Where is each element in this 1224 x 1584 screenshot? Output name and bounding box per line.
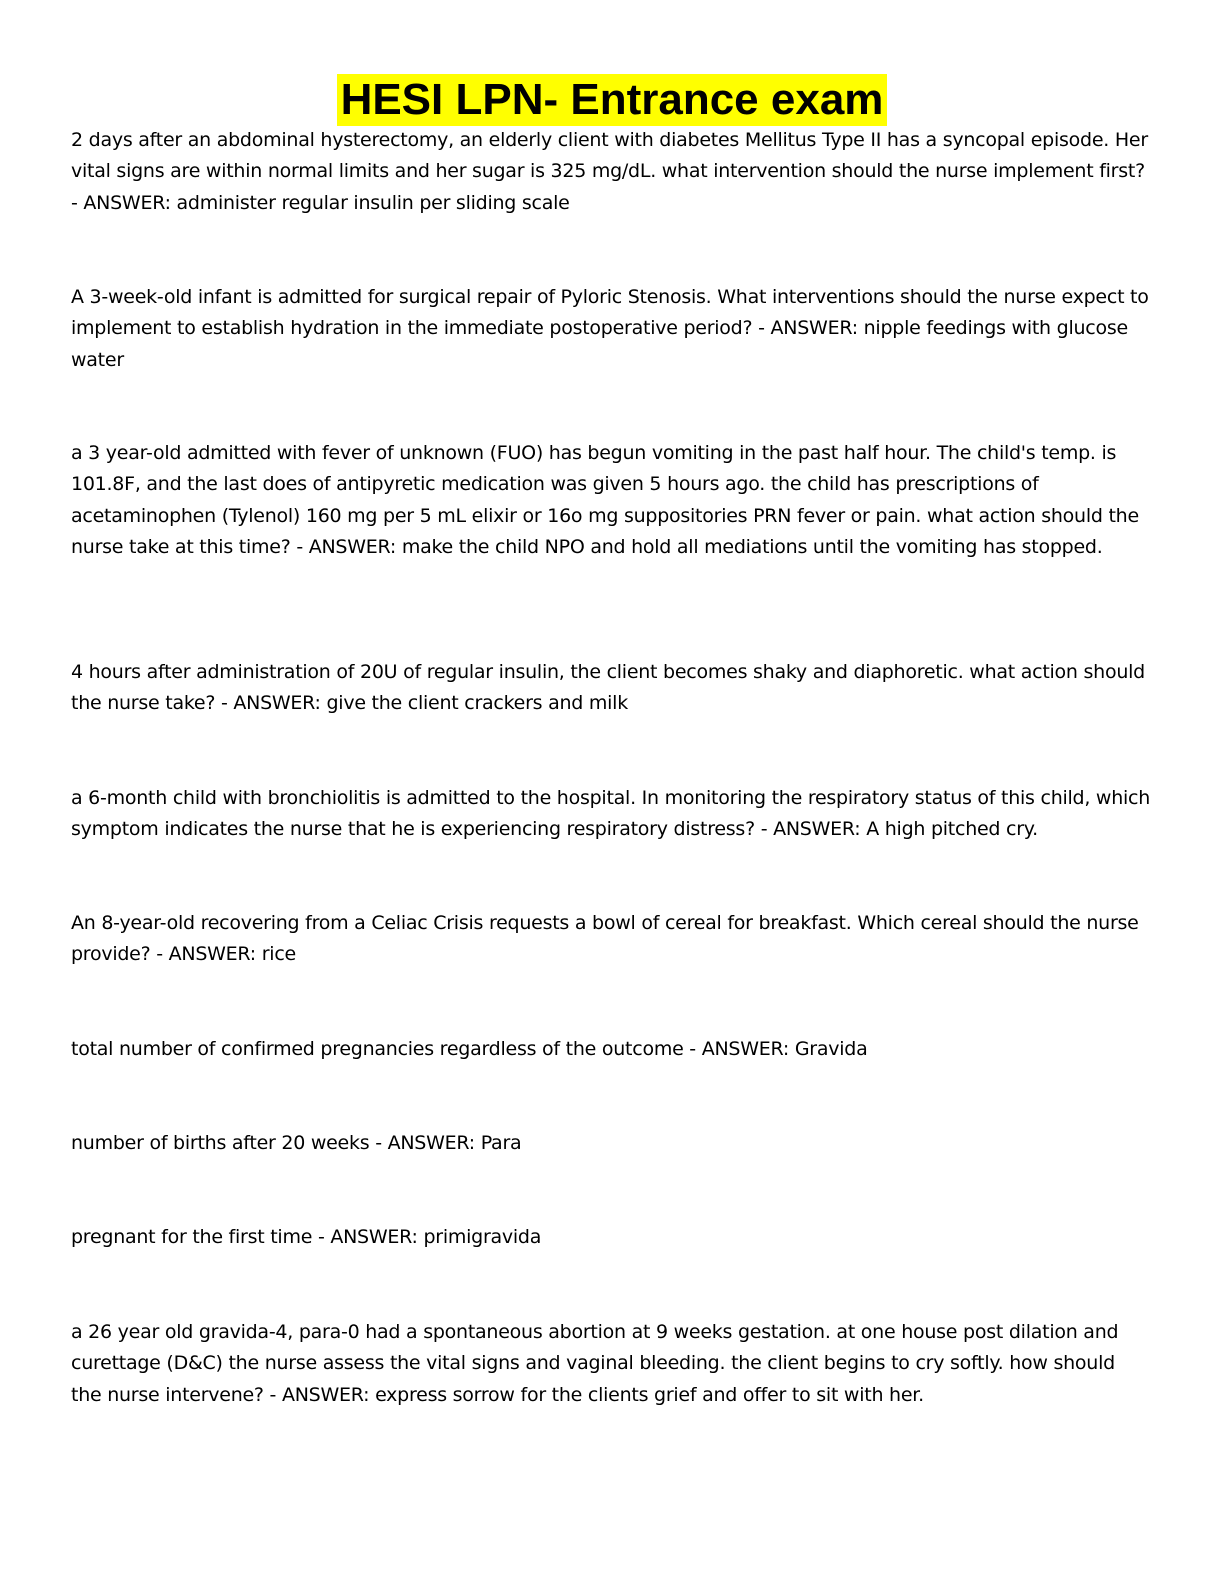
qa-item-2: A 3-week-old infant is admitted for surgical repair of Pyloric Stenosis. What interventions should the nurse expect to implement to establish hydration in the immediate postoperative period? - ANSWER: nipple feedings with glucose water — [71, 286, 1149, 371]
qa-item-6: An 8-year-old recovering from a Celiac Crisis requests a bowl of cereal for breakfast. Which cereal should the nurse provide? - ANSWER: rice — [71, 912, 1139, 966]
qa-item-8: number of births after 20 weeks - ANSWER: Para — [71, 1132, 522, 1154]
title-container — [0, 74, 1224, 126]
qa-item-7: total number of confirmed pregnancies regardless of the outcome - ANSWER: Gravida — [71, 1038, 868, 1060]
qa-item-10: a 26 year old gravida-4, para-0 had a spontaneous abortion at 9 weeks gestation. at one house post dilation and curettage (D&C) the nurse assess the vital signs and vaginal bleeding. the client begins to cry softly. how should the nurse intervene? - ANSWER: express sorrow for the clients grief and offer to sit with her. — [71, 1321, 1119, 1406]
qa-item-5: a 6-month child with bronchiolitis is admitted to the hospital. In monitoring the respiratory status of this child, which symptom indicates the nurse that he is experiencing respiratory distress? - ANSWER: A high pitched cry. — [71, 787, 1151, 841]
document-title: HESI LPN- Entrance exam — [337, 74, 888, 126]
qa-item-1: 2 days after an abdominal hysterectomy, an elderly client with diabetes Mellitus Type II has a syncopal episode. Her vital signs are within normal limits and her sugar is 325 mg/dL. what intervention should the nurse implement first? - ANSWER: administer regular insulin per sliding scale — [71, 129, 1148, 214]
qa-item-3: a 3 year-old admitted with fever of unknown (FUO) has begun vomiting in the past half hour. The child's temp. is 101.8F, and the last does of antipyretic medication was given 5 hours ago. the child has prescriptions of acetaminophen (Tylenol) 160 mg per 5 mL elixir or 16o mg suppositories PRN fever or pain. what action should the nurse take at this time? - ANSWER: make the child NPO and hold all mediations until the vomiting has stopped. — [71, 442, 1139, 558]
qa-item-4: 4 hours after administration of 20U of regular insulin, the client becomes shaky and diaphoretic. what action should the nurse take? - ANSWER: give the client crackers and milk — [71, 661, 1145, 715]
qa-item-9: pregnant for the first time - ANSWER: primigravida — [71, 1226, 542, 1248]
